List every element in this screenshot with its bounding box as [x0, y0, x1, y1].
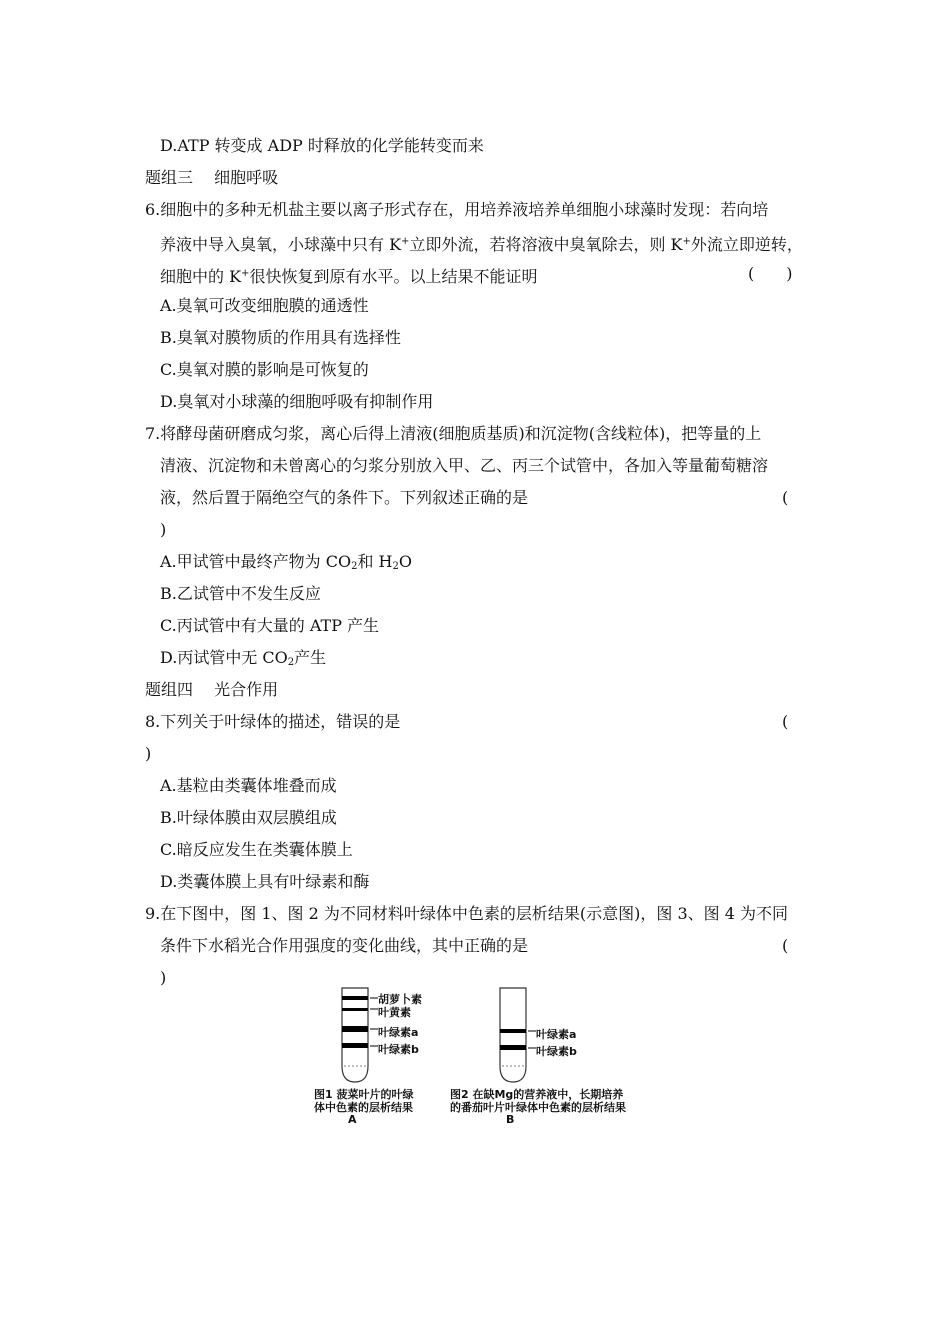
section-heading-4: 题组四 光合作用	[145, 680, 279, 699]
label-chlorophyll-a-2: 叶绿素a	[536, 1028, 577, 1041]
figure-1-caption-line-1: 图1 菠菜叶片的叶绿	[314, 1088, 414, 1101]
option-a-q6: A.臭氧可改变细胞膜的通透性	[160, 296, 369, 315]
chromatography-tube-2	[498, 986, 528, 1086]
answer-paren-open-q8: (	[782, 712, 789, 731]
option-b-q8: B.叶绿体膜由双层膜组成	[160, 808, 337, 827]
figure-1-caption-line-2: 体中色素的层析结果	[314, 1101, 413, 1114]
band-chlorophyll-a	[342, 1026, 368, 1032]
question-9-line-1: 9.在下图中，图 1、图 2 为不同材料叶绿体中色素的层析结果(示意图)，图 3、图 4 为不同	[145, 904, 788, 923]
band-carotene	[342, 996, 368, 1000]
question-6-line-3: 细胞中的 K+很快恢复到原有水平。以上结果不能证明	[160, 267, 538, 286]
figure-2-leader-lines	[528, 1024, 536, 1054]
option-b-q6: B.臭氧对膜物质的作用具有选择性	[160, 328, 401, 347]
figure-1-leader-lines	[370, 992, 378, 1052]
label-chlorophyll-b-2: 叶绿素b	[536, 1045, 577, 1058]
option-d-q8: D.类囊体膜上具有叶绿素和酶	[160, 872, 370, 891]
question-7-line-3: 液，然后置于隔绝空气的条件下。下列叙述正确的是	[160, 488, 529, 507]
option-d-q6: D.臭氧对小球藻的细胞呼吸有抑制作用	[160, 392, 434, 411]
option-b-q7: B.乙试管中不发生反应	[160, 584, 321, 603]
label-carotene: 胡萝卜素	[378, 993, 422, 1006]
question-7-line-1: 7.将酵母菌研磨成匀浆，离心后得上清液(细胞质基质)和沉淀物(含线粒体)，把等量的上	[145, 424, 762, 443]
question-7-line-2: 清液、沉淀物和未曾离心的匀浆分别放入甲、乙、丙三个试管中，各加入等量葡萄糖溶	[160, 456, 769, 475]
label-chlorophyll-a-1: 叶绿素a	[378, 1026, 419, 1039]
figure-1-tube	[340, 986, 370, 1086]
question-8: 8.下列关于叶绿体的描述，错误的是	[145, 712, 401, 731]
option-a-q7: A.甲试管中最终产物为 $CO_2$和 $H_2O$	[160, 552, 413, 572]
chromatography-tube-1	[340, 986, 370, 1086]
answer-paren-open-q7: (	[782, 488, 789, 507]
answer-paren-open-q9: (	[782, 936, 789, 955]
question-9-line-2: 条件下水稻光合作用强度的变化曲线，其中正确的是	[160, 936, 529, 955]
band-chlorophyll-a-2	[500, 1029, 526, 1033]
question-6-line-2: 养液中导入臭氧，小球藻中只有 K+立即外流，若将溶液中臭氧除去，则 K+外流立即逆转，	[160, 235, 803, 254]
figure-2-caption-line-1: 图2 在缺Mg的营养液中，长期培养	[450, 1088, 624, 1101]
figure-2-letter: B	[506, 1113, 515, 1126]
answer-paren-close-q9: )	[160, 968, 167, 987]
label-chlorophyll-b-1: 叶绿素b	[378, 1043, 419, 1056]
question-6-line-1: 6.细胞中的多种无机盐主要以离子形式存在，用培养液培养单细胞小球藻时发现：若向培	[145, 200, 769, 219]
answer-paren-close-q7: )	[160, 520, 167, 539]
figure-2-tube	[498, 986, 528, 1086]
section-heading-3: 题组三 细胞呼吸	[145, 168, 279, 187]
band-xanthophyll	[342, 1008, 368, 1011]
figure-2-caption-line-2: 的番茄叶片叶绿体中色素的层析结果	[450, 1101, 626, 1114]
band-chlorophyll-b-2	[500, 1045, 526, 1050]
option-c-q8: C.暗反应发生在类囊体膜上	[160, 840, 353, 859]
option-c-q6: C.臭氧对膜的影响是可恢复的	[160, 360, 369, 379]
answer-parentheses-q6: ( )	[748, 264, 793, 283]
figure-1-letter: A	[348, 1113, 357, 1126]
option-d-q5: D.ATP 转变成 ADP 时释放的化学能转变而来	[160, 136, 484, 155]
option-a-q8: A.基粒由类囊体堆叠而成	[160, 776, 337, 795]
label-xanthophyll: 叶黄素	[378, 1006, 411, 1019]
answer-paren-close-q8: )	[145, 744, 152, 763]
option-d-q7: D.丙试管中无 $CO_2$产生	[160, 648, 327, 668]
option-c-q7: C.丙试管中有大量的 ATP 产生	[160, 616, 380, 635]
band-chlorophyll-b	[342, 1043, 368, 1048]
